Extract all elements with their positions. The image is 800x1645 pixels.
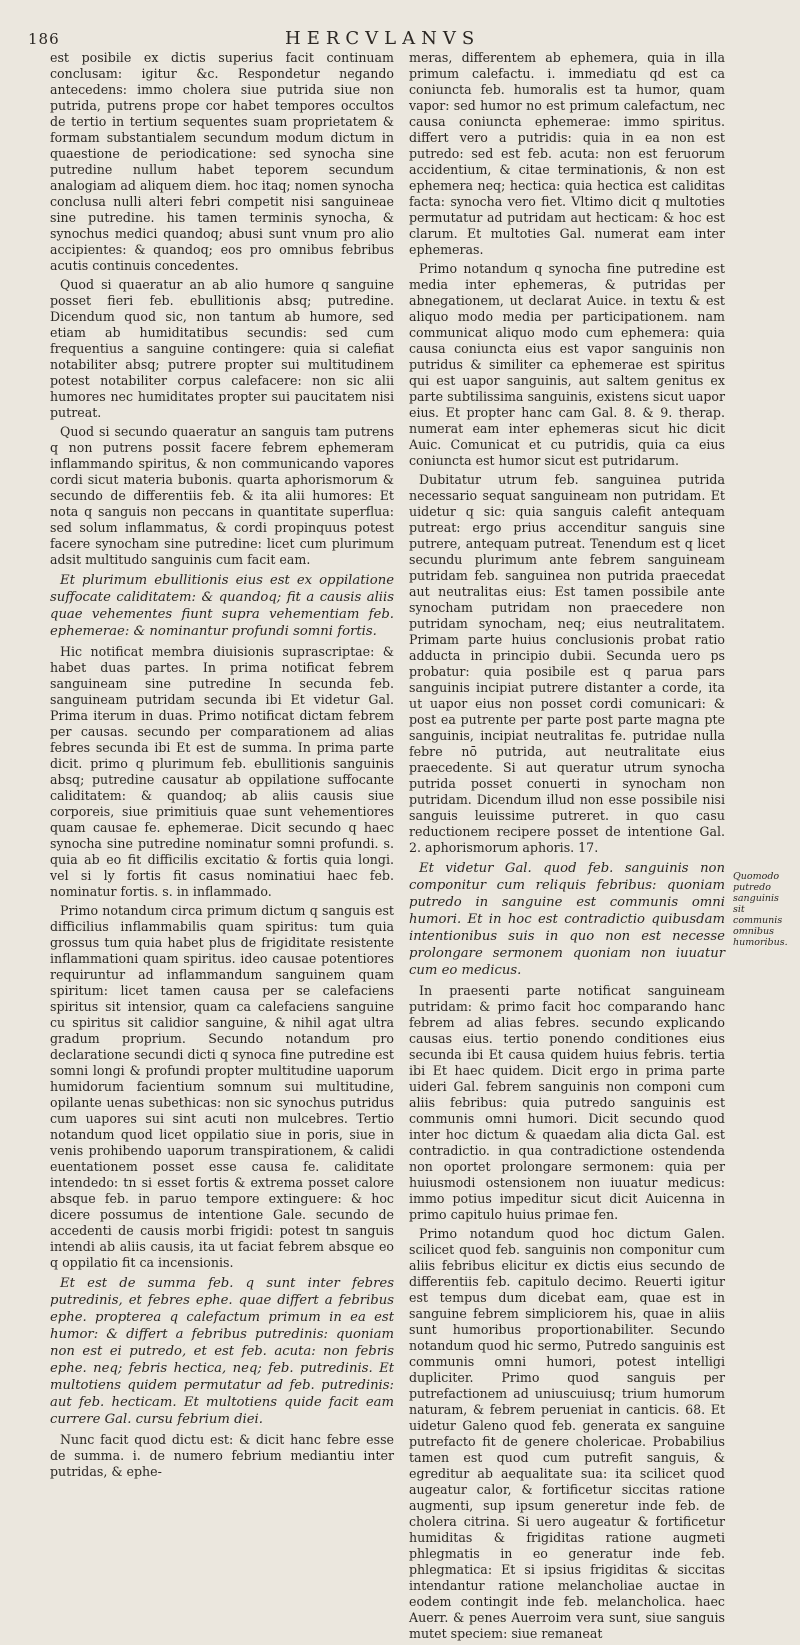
margin-note: Quomodo putredo sanguinis sit communis omnibus humoribus. [733,871,788,948]
paragraph: Quod si quaeratur an ab alio humore q sanguine posset fieri feb. ebullitionis absq; putredine. Dicendum quod sic, non tantum ab humore, sed etiam ab humiditatibus secundis: sed cum frequentius a sanguine contingere: quia si calefiat notabiliter absq; putrere propter sui multitudinem potest notabiliter corpus calefacere: non sic alii humores nec humiditates propter sui paucitatem nisi putreat. [50,277,394,420]
paragraph: Hic notificat membra diuisionis suprascriptae: & habet duas partes. In prima notificat febrem sanguineam sine putredine In secunda feb. sanguineam putridam secunda ibi Et videtur Gal. Prima iterum in duas. Primo notificat dictam febrem per causas. secundo per comparationem ad alias febres secunda ibi Et est de summa. In prima parte dicit. primo q plurimum feb. ebullitionis sanguinis absq; putredine causatur ab oppilatione suffocante caliditatem: & quandoq; ab aliis causis siue corporeis, siue primitiuis quae sunt vehementiores quam causae fe. ephemerae. Dicit secundo q haec synocha sine putredine nominatur somni profundi. s. quia ab eo fit difficilis excitatio & fortis quia longi. vel si ly fortis fit casus nominatiui haec feb. nominatur fortis. s. in inflammado. [50,644,394,899]
paragraph: In praesenti parte notificat sanguineam putridam: & primo facit hoc comparando hanc febrem ad alias febres. secundo explicando causas eius. tertio ponendo conditiones eius secunda ibi Et causa quidem huius febris. tertia ibi Et haec quidem. Dicit ergo in prima parte uideri Gal. febrem sanguinis non componi cum aliis febribus: quia putredo sanguinis est communis omni humori. Dicit secundo quod inter hoc dictum & quaedam alia dicta Gal. est contradictio. in qua contradictione ostendenda non oportet prolongare sermonem: quia per huiusmodi ostensionem non iuuatur medicus: immo potius impeditur sicut dicit Auicenna in primo capitulo huius primae fen. [409,983,725,1222]
paragraph: est posibile ex dictis superius facit continuam conclusam: igitur &c. Respondetur negando antecedens: immo cholera siue putrida siue non putrida, putrens prope cor habet tempores occultos de tertio in tertium sequentes suam proprietatem & formam substantialem secundum modum dictum in quaestione de periodicatione: sed synocha sine putredine nullum habet teporem secundum analogiam ad aliquem diem. hoc itaq; nomen synocha conclusa nulli alteri febri competit nisi sanguineae sine putredine. his tamen terminis synocha, & synochus medici quandoq; abusi sunt vnum pro alio accipientes: & quandoq; eos pro omnibus febribus acutis continuis concedentes. [50,50,394,273]
page-number: 186 [28,30,60,48]
paragraph: meras, differentem ab ephemera, quia in illa primum calefactu. i. immediatu qd est ca coniuncta feb. humoralis est ta humor, quam vapor: sed humor no est primum calefactum, nec causa coniuncta ephemerae: immo spiritus. differt vero a putridis: quia in ea non est putredo: sed est feb. acuta: non est feruorum accidentium, & citae terminationis, & non est ephemera neq; hectica: quia hectica est caliditas facta: synocha vero fiet. Vltimo dicit q multoties permutatur ad putridam aut hecticam: & hoc est clarum. Et multoties Gal. numerat eam inter ephemeras. [409,50,725,257]
paragraph: Nunc facit quod dictu est: & dicit hanc febre esse de summa. i. de numero febrium mediantiu inter putridas, & ephe- [50,1432,394,1479]
paragraph: Quod si secundo quaeratur an sanguis tam putrens q non putrens possit facere febrem ephemeram inflammando spiritus, & non communicando vapores cordi sicut materia bubonis. quarta aphorismorum & secundo de differentiis feb. & ita alii humores: Et nota q sanguis non peccans in quantitate superflua: sed solum inflammatus, & cordi propinquus potest facere synocham sine putredine: licet cum plurimum adsit multitudo sanguinis cum facit eam. [50,424,394,567]
paragraph: Primo notandum circa primum dictum q sanguis est difficilius inflammabilis quam spiritus: tum quia grossus tum quia habet plus de frigiditate resistente inflammationi quam spiritus. ideo causae potentiores requiruntur ad inflammandum sanguinem quam spiritum: licet tamen causa per se calefaciens spiritus sit intensior, quam ca calefaciens sanguine cu spiritus sit calidior sanguine, & nihil agat ultra gradum proprium. Secundo notandum pro declaratione secundi dicti q synoca fine putredine est somni longi & profundi propter multitudine uaporum humidorum facientium somnum sui multitudine, opilante uenas subethicas: non sic synochus putridus cum uapores sui sint acuti non mulcebres. Tertio notandum quod licet oppilatio siue in poris, siue in venis prohibendo uaporum transpirationem, & calidi euentationem posset esse causa fe. caliditate intendedo: tn si esset fortis & extrema posset calore absque feb. in paruo tempore extinguere: & hoc dicere possumus de intentione Gale. secundo de accedenti de causis morbi frigidi: potest tn sanguis intendi ab aliis causis, ita ut faciat febrem absque eo q oppilatio fit ca incensionis. [50,903,394,1270]
paragraph: Primo notandum quod hoc dictum Galen. scilicet quod feb. sanguinis non componitur cum aliis febribus elicitur ex dictis eius secundo de differentiis feb. capitulo decimo. Reuerti igitur est tempus dum dicebat eam, quae est in sanguine febrem simpliciorem his, quae in aliis sunt humoribus proportionabiliter. Secundo notandum quod hic sermo, Putredo sanguinis est communis omni humori, potest intelligi dupliciter. Primo quod sanguis per putrefactionem ad uniuscuiusq; trium humorum naturam, & febrem perueniat in canticis. 68. Et uidetur Galeno quod feb. generata ex sanguine putrefacto fit de genere cholericae. Probabilius tamen est quod cum putrefit sanguis, & egreditur ab aequalitate sua: ita scilicet quod augeatur calor, & fortificetur siccitas ratione augmenti, sup ipsum generetur inde feb. de cholera citrina. Si uero augeatur & fortificetur humiditas & frigiditas ratione augmeti phlegmatis in eo generatur inde feb. phlegmatica: Et si ipsius frigiditas & siccitas intendantur ratione melancholiae auctae in eodem contingit inde feb. melancholica. haec Auerr. & penes Auerroim vera sunt, siue sanguis mutet speciem: siue remaneat [409,1226,725,1641]
lemma-text: Et plurimum ebullitionis eius est ex oppilatione suffocate caliditatem: & quandoq; fit a causis aliis quae vehementes fiunt supra vehementiam feb. ephemerae: & nominantur profundi somni fortis. [50,573,394,639]
running-title: HERCVLANVS [285,28,481,49]
paragraph: Primo notandum q synocha fine putredine est media inter ephemeras, & putridas per abnegationem, ut declarat Auice. in textu & est aliquo modo media per participationem. nam communicat aliquo modo cum ephemera: quia causa coniuncta eius est vapor sanguinis non putridus & similiter ca ephemerae est spiritus qui est uapor sanguinis, aut saltem genitus ex parte subtilissima sanguinis, existens sicut uapor eius. Et propter hanc cam Gal. 8. & 9. therap. numerat eam inter ephemeras sicut hic dicit Auic. Comunicat et cu putridis, quia ca eius coniuncta est humor sicut est putridarum. [409,261,725,468]
right-column [409,50,725,1645]
lemma-text: Et videtur Gal. quod feb. sanguinis non componitur cum reliquis febribus: quoniam putredo in sanguine est communis omni humori. Et in hoc est contradictio quibusdam intentionibus suis in quo non est necesse prolongare sermonem quoniam non iuuatur cum eo medicus. [409,861,725,978]
lemma-text: Et est de summa feb. q sunt inter febres putredinis, et febres ephe. quae differt a febribus ephe. propterea q calefactum primum in ea est humor: & differt a febribus putredinis: quoniam non est ei putredo, et est feb. acuta: non febris ephe. neq; febris hectica, neq; feb. putredinis. Et multotiens quidem permutatur ad feb. putredinis: aut feb. hecticam. Et multotiens quide facit eam currere Gal. cursu febrium diei. [50,1276,394,1427]
left-column [50,50,394,1483]
paragraph: Dubitatur utrum feb. sanguinea putrida necessario sequat sanguineam non putridam. Et uidetur q sic: quia sanguis calefit antequam putreat: ergo prius accenditur sanguis sine putrere, antequam putreat. Tenendum est q licet secundu plurimum ante febrem sanguineam putridam feb. sanguinea non putrida praecedat aut neutralitas eius: Est tamen possibile ante synocham putridam non praecedere non putridam synocham, neq; eius neutralitatem. Primam parte huius conclusionis probat ratio adducta in principio dubii. Secunda uero ps probatur: quia posibile est q parua pars sanguinis incipiat putrere distanter a corde, ita ut uapor eius non posset cordi comunicari: & post ea putrente per parte post parte magna pte sanguinis, incipiat neutralitas fe. putridae nulla febre nō putrida, aut neutralitate eius praecedente. Si aut queratur utrum synocha putrida posset conuerti in synocham non putridam. Dicendum illud non esse possibile nisi sanguis leuissime putreret. in quo casu reductionem recipere posset de intentione Gal. 2. aphorismorum aphoris. 17. [409,472,725,855]
